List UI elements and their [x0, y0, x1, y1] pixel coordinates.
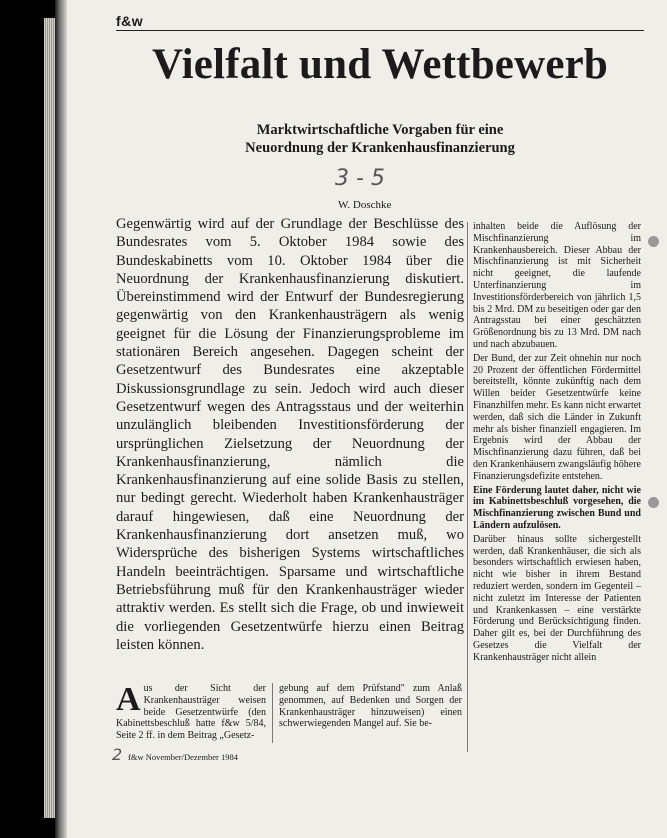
binding-spine [55, 0, 67, 838]
binder-ring-icon [648, 497, 659, 508]
subtitle-line-1: Marktwirtschaftliche Vorgaben für eine [256, 122, 504, 138]
bottom-column-a [116, 683, 266, 742]
page-footer: f&w November/Dezember 1984 [128, 752, 238, 762]
handwritten-page-mark: 2 [112, 745, 123, 764]
drop-cap: A [116, 681, 141, 718]
article-subtitle [116, 121, 644, 157]
binder-ring-icon [648, 236, 659, 247]
bottom-column-divider [272, 683, 273, 743]
right-paragraph-4: Darüber hinaus sollte sichergestellt werden, daß Krankenhäuser, die sich als besonders wirtschaftlich erwiesen haben, nicht wie bisher in ihrem Bestand reduziert werden, sondern im Gegenteil – nicht zuletzt im Interesse der Patienten und Krankenkassen – eine verstärkte Förderung und Berücksichtigung finden. Daher gilt es, bei der Durchführung des Gesetzes die Vielfalt der Krankenhausträger nicht allein [473, 533, 641, 663]
lead-paragraph: Gegenwärtig wird auf der Grundlage der Beschlüsse des Bundesrates vom 5. Oktober 1984 sowie des Bundeskabinetts vom 10. Oktober 1984 über die Neuordnung der Krankenhausfinanzierung diskutiert. Übereinstimmend wird der Entwurf der Bundesregierung gegenwärtig von den Krankenhausträgern als wenig geeignet für die Lösung der Finanzierungsprobleme im stationären Bereich angesehen. Dagegen scheint der Gesetzentwurf des Bundesrates eine akzeptable Diskussionsgrundlage zu sein. Jedoch wird auch dieser Gesetzentwurf wegen des Antragsstaus und der weiterhin unzulänglich bleibenden Investitionsförderung der ursprünglichen Zielsetzung der Neuordnung der Krankenhausfinanzierung, nämlich die Krankenhausfinanzierung auf eine solide Basis zu stellen, nur bedingt gerecht. Wiederholt haben Krankenhausträger darauf hingewiesen, daß eine Neuordnung der Krankenhausfinanzierung dort ansetzen muß, wo Widersprüche des bisherigen Systems wirtschaftliches Handeln beeinträchtigen. Sparsame und wirtschaftliche Betriebsführung muß für den Krankenhausträger wieder attraktiv werden. Es stellt sich die Frage, ob und inwieweit die vorliegenden Gesetzentwürfe hierzu einen Beitrag leisten können. [116, 216, 464, 653]
right-paragraph-2: Der Bund, der zur Zeit ohnehin nur noch 20 Prozent der öffentlichen Fördermittel bereitstellt, könnte zukünftig nach dem Willen beider Gesetzentwürfe keine Finanzhilfen mehr. Es kann nicht erwartet werden, daß sich die Länder in Zukunft mehr als bisher finanziell engagieren. Im Ergebnis wird der Abbau der Mischfinanzierung dazu führen, daß bei den Krankenhäusern zwangsläufig höhere Finanzierungsdefizite entstehen. [473, 352, 641, 482]
subtitle-line-2: Neuordnung der Krankenhausfinanzierung [245, 140, 515, 156]
author-name: W. Doschke [338, 199, 392, 211]
bottom-column-a-text: us der Sicht der Krankenhausträger weisen beide Gesetzentwürfe (den Kabinettsbeschluß hatte f&w 5/84, Seite 2 ff. in dem Beitrag „Gesetz- [116, 683, 266, 742]
right-paragraph-highlight: Eine Förderung lautet daher, nicht wie im Kabinettsbeschluß vorgesehen, die Mischfinanzierung zwischen Bund und Ländern aufzulösen. [473, 484, 641, 531]
column-divider [467, 222, 468, 752]
handwritten-note: 3 - 5 [335, 166, 385, 191]
right-column [473, 221, 641, 665]
header-rule [116, 30, 644, 31]
right-paragraph-1: inhalten beide die Auflösung der Mischfinanzierung im Krankenhausbereich. Dieser Abbau der Mischfinanzierung ist mit Sicherheit nicht geeignet, die laufende Unterfinanzierung im Investitionsförderbereich von jährlich 1,5 bis 2 Mrd. DM zu beseitigen oder gar den Antragsstau bei einer geschätzten Größenordnung bis zu 13 Mrd. DM nach und nach abzubauen. [473, 221, 641, 350]
magazine-logo: f&w [116, 13, 144, 29]
article-title: Vielfalt und Wettbewerb [151, 41, 609, 88]
bottom-column-b: gebung auf dem Prüfstand" zum Anlaß genommen, auf Bedenken und Sorgen der Krankenhausträger hinzuweisen) einen schwerwiegenden Mangel auf. Sie be- [279, 683, 462, 730]
